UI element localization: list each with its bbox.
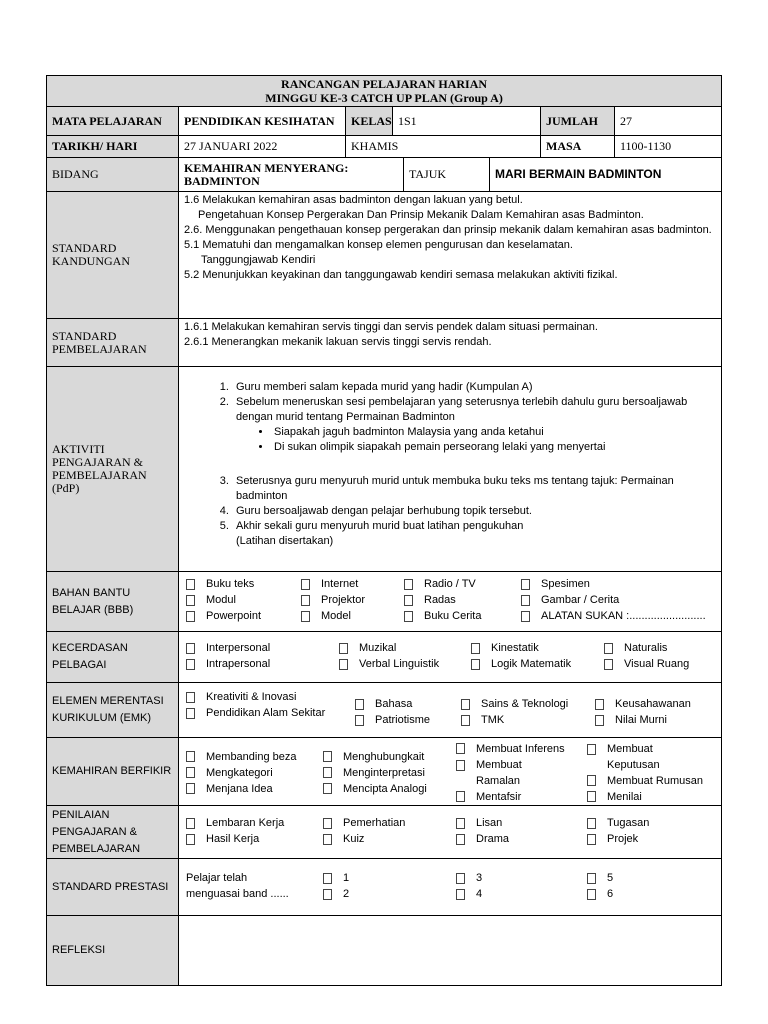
field-label: BIDANG xyxy=(47,158,179,192)
band-label: 4 xyxy=(476,888,483,900)
activity-step: 3. Seterusnya guru menyuruh murid untuk membuka buku teks ms tentang tajuk: Permainan badminton xyxy=(232,474,716,504)
checkbox-icon xyxy=(323,889,332,900)
assessment-option[interactable] xyxy=(456,815,509,831)
thinking-option[interactable] xyxy=(456,757,580,789)
emk-option-label: Sains & Teknologi xyxy=(481,698,569,710)
thinking-option[interactable] xyxy=(186,749,297,765)
assessment-option-label: Lembaran Kerja xyxy=(206,817,285,829)
bbb-option[interactable] xyxy=(404,608,481,624)
thinking-option[interactable] xyxy=(456,741,580,757)
checkbox-icon xyxy=(186,834,195,845)
class-label: KELAS xyxy=(346,107,393,136)
activity-step-text: Sebelum meneruskan sesi pembelajaran yang seterusnya terlebih dahulu guru bersoaljawab dengan murid tentang Permainan Badminton xyxy=(236,396,688,423)
intelligence-option[interactable] xyxy=(186,656,270,672)
content-standard-line: Tanggungjawab Kendiri xyxy=(201,254,316,266)
checkbox-icon xyxy=(186,692,195,703)
checkbox-icon xyxy=(461,715,470,726)
checkbox-icon xyxy=(186,708,195,719)
activity-step: 1. Guru memberi salam kepada murid yang hadir (Kumpulan A) xyxy=(232,380,716,395)
activity-row xyxy=(47,367,722,572)
bbb-option-label: Powerpoint xyxy=(206,610,262,622)
checkbox-icon xyxy=(323,818,332,829)
assessment-row xyxy=(47,806,722,859)
checkbox-icon xyxy=(471,659,480,670)
emk-option[interactable] xyxy=(186,705,325,721)
content-standard-line: 5.2 Menunjukkan keyakinan dan tanggungawab kendiri semasa melakukan aktiviti fizikal. xyxy=(184,269,618,281)
assessment-option[interactable] xyxy=(186,831,284,847)
emk-row xyxy=(47,683,722,738)
intelligence-option-label: Muzikal xyxy=(359,642,397,654)
reflection-field[interactable] xyxy=(179,916,722,986)
emk-option-label: Nilai Murni xyxy=(615,714,667,726)
checkbox-icon xyxy=(587,889,596,900)
intelligence-option[interactable] xyxy=(604,656,689,672)
header-row xyxy=(47,76,722,107)
topic-value: MARI BERMAIN BADMINTON xyxy=(490,158,722,192)
bbb-option-label: Buku teks xyxy=(206,578,255,590)
thinking-option-label: Menilai xyxy=(607,790,642,803)
date-label: TARIKH/ HARI xyxy=(47,136,179,158)
thinking-option-label: Membanding beza xyxy=(206,750,297,763)
assessment-option[interactable] xyxy=(456,831,509,847)
intelligence-option-label: Interpersonal xyxy=(206,642,271,654)
intelligence-option[interactable] xyxy=(186,640,270,656)
thinking-option-label: Mentafsir xyxy=(476,790,522,803)
thinking-option-label: Mengkategori xyxy=(206,766,273,779)
checkbox-icon xyxy=(587,791,596,802)
intelligence-row xyxy=(47,632,722,683)
activity-step xyxy=(232,395,716,455)
bbb-option[interactable] xyxy=(301,576,365,592)
bbb-option-label: Gambar / Cerita xyxy=(541,594,620,606)
band-option[interactable] xyxy=(323,870,349,886)
learning-standard-cell xyxy=(179,319,722,367)
band-option[interactable] xyxy=(456,886,482,902)
emk-option-label: Kreativiti & Inovasi xyxy=(206,691,297,703)
intelligence-option-label: Visual Ruang xyxy=(624,658,690,670)
thinking-option-label: Membuat Ramalan xyxy=(476,758,522,787)
checkbox-icon xyxy=(456,818,465,829)
intelligence-option[interactable] xyxy=(604,640,689,656)
thinking-row xyxy=(47,738,722,806)
thinking-option-label: Mencipta Analogi xyxy=(343,782,427,795)
bbb-option-label: Spesimen xyxy=(541,578,590,590)
checkbox-icon xyxy=(521,595,530,606)
assessment-option[interactable] xyxy=(587,831,649,847)
content-standard-line: 1.6 Melakukan kemahiran asas badminton dengan lakuan yang betul. xyxy=(184,194,523,206)
time-value: 1100-1130 xyxy=(615,136,722,158)
bbb-option-label: Projektor xyxy=(321,594,366,606)
thinking-option[interactable] xyxy=(186,781,297,797)
thinking-option-label: Membuat Rumusan xyxy=(607,774,703,787)
band-label: 3 xyxy=(476,872,483,884)
band-option[interactable] xyxy=(456,870,482,886)
checkbox-icon xyxy=(301,611,310,622)
band-option[interactable] xyxy=(587,870,613,886)
intelligence-option[interactable] xyxy=(339,640,439,656)
field-value: KEMAHIRAN MENYERANG: BADMINTON xyxy=(179,158,404,192)
bbb-option[interactable] xyxy=(521,576,706,592)
content-standard-line: 2.6. Menggunakan pengethauan konsep pergerakan dan prinsip mekanik dalam kemahiran asas badminton. xyxy=(184,224,712,236)
checkbox-icon xyxy=(521,611,530,622)
performance-cell xyxy=(179,859,722,916)
checkbox-icon xyxy=(604,659,613,670)
bbb-option-label: Modul xyxy=(206,594,236,606)
assessment-option-label: Lisan xyxy=(476,817,503,829)
checkbox-icon xyxy=(323,873,332,884)
activity-steps xyxy=(184,380,716,549)
assessment-option-label: Kuiz xyxy=(343,833,365,845)
checkbox-icon xyxy=(323,767,332,778)
thinking-option[interactable] xyxy=(323,781,427,797)
reflection-label: REFLEKSI xyxy=(47,916,179,986)
thinking-option[interactable] xyxy=(587,789,717,805)
emk-option[interactable] xyxy=(595,696,691,712)
bbb-option[interactable] xyxy=(521,592,706,608)
learning-standard-row xyxy=(47,319,722,367)
checkbox-icon xyxy=(404,611,413,622)
emk-label: ELEMEN MERENTASI KURIKULUM (EMK) xyxy=(47,683,179,738)
form-header xyxy=(47,76,722,107)
performance-label: STANDARD PRESTASI xyxy=(47,859,179,916)
band-option[interactable] xyxy=(323,886,349,902)
learning-standard-line: 1.6.1 Melakukan kemahiran servis tinggi dan servis pendek dalam situasi permainan. xyxy=(184,321,598,333)
intelligence-option[interactable] xyxy=(339,656,439,672)
checkbox-icon xyxy=(301,579,310,590)
lesson-plan-table xyxy=(46,75,722,986)
intelligence-option-label: Intrapersonal xyxy=(206,658,271,670)
bbb-label: BAHAN BANTU BELAJAR (BBB) xyxy=(47,572,179,632)
content-standard-row xyxy=(47,192,722,319)
band-option[interactable] xyxy=(587,886,613,902)
checkbox-icon xyxy=(595,699,604,710)
checkbox-icon xyxy=(355,715,364,726)
learning-standard-label: STANDARD PEMBELAJARAN xyxy=(47,319,179,367)
assessment-option[interactable] xyxy=(587,815,649,831)
assessment-option-label: Hasil Kerja xyxy=(206,833,260,845)
thinking-option-label: Membuat Keputusan xyxy=(607,742,660,771)
activity-step-text: Akhir sekali guru menyuruh murid buat latihan pengukuhan xyxy=(236,520,524,532)
activity-step: 4. Guru bersoaljawab dengan pelajar berhubung topik tersebut. xyxy=(232,504,716,519)
checkbox-icon xyxy=(323,783,332,794)
checkbox-icon xyxy=(323,751,332,762)
thinking-option-label: Menjana Idea xyxy=(206,782,273,795)
checkbox-icon xyxy=(339,659,348,670)
checkbox-icon xyxy=(456,791,465,802)
bbb-option-label: ALATAN SUKAN :......................... xyxy=(541,610,706,622)
band-label: 1 xyxy=(343,872,350,884)
content-standard-line: Pengetahuan Konsep Pergerakan Dan Prinsip Mekanik Dalam Kemahiran asas Badminton. xyxy=(198,209,644,221)
checkbox-icon xyxy=(604,643,613,654)
thinking-option-label: Menghubungkait xyxy=(343,750,425,763)
checkbox-icon xyxy=(587,873,596,884)
checkbox-icon xyxy=(461,699,470,710)
assessment-option[interactable] xyxy=(323,831,405,847)
performance-text: Pelajar telah xyxy=(186,872,248,884)
checkbox-icon xyxy=(521,579,530,590)
emk-option-label: Pendidikan Alam Sekitar xyxy=(206,707,326,719)
checkbox-icon xyxy=(595,715,604,726)
emk-option-label: Patriotisme xyxy=(375,714,431,726)
checkbox-icon xyxy=(186,783,195,794)
thinking-cell xyxy=(179,738,722,806)
time-label: MASA xyxy=(541,136,615,158)
checkbox-icon xyxy=(186,659,195,670)
intelligence-option-label: Verbal Linguistik xyxy=(359,658,440,670)
subject-value: PENDIDIKAN KESIHATAN xyxy=(179,107,346,136)
checkbox-icon xyxy=(355,699,364,710)
checkbox-icon xyxy=(404,579,413,590)
checkbox-icon xyxy=(587,834,596,845)
checkbox-icon xyxy=(323,834,332,845)
emk-option[interactable] xyxy=(355,696,430,712)
field-row xyxy=(47,158,722,192)
checkbox-icon xyxy=(456,743,465,754)
assessment-label: PENILAIAN PENGAJARAN & PEMBELAJARAN xyxy=(47,806,179,859)
intelligence-label: KECERDASAN PELBAGAI xyxy=(47,632,179,683)
thinking-option[interactable] xyxy=(323,765,427,781)
emk-option-label: TMK xyxy=(481,714,505,726)
thinking-option[interactable] xyxy=(323,749,427,765)
checkbox-icon xyxy=(186,579,195,590)
checkbox-icon xyxy=(471,643,480,654)
content-standard-line: 5.1 Mematuhi dan mengamalkan konsep elemen pengurusan dan keselamatan. xyxy=(184,239,573,251)
emk-option[interactable] xyxy=(355,712,430,728)
assessment-option[interactable] xyxy=(186,815,284,831)
assessment-option-label: Tugasan xyxy=(607,817,650,829)
activity-label: AKTIVITI PENGAJARAN & PEMBELAJARAN (PdP) xyxy=(47,367,179,572)
total-label: JUMLAH xyxy=(541,107,615,136)
thinking-option[interactable] xyxy=(186,765,297,781)
topic-label: TAJUK xyxy=(404,158,490,192)
emk-option[interactable] xyxy=(461,712,568,728)
subject-label: MATA PELAJARAN xyxy=(47,107,179,136)
bbb-cell xyxy=(179,572,722,632)
assessment-cell xyxy=(179,806,722,859)
activity-cell xyxy=(179,367,722,572)
emk-option[interactable] xyxy=(186,689,325,705)
bbb-option[interactable] xyxy=(186,576,261,592)
activity-step-note: (Latihan disertakan) xyxy=(236,535,334,547)
checkbox-icon xyxy=(186,595,195,606)
thinking-option[interactable] xyxy=(587,773,717,789)
checkbox-icon xyxy=(186,818,195,829)
checkbox-icon xyxy=(186,751,195,762)
emk-option[interactable] xyxy=(461,696,568,712)
checkbox-icon xyxy=(186,767,195,778)
bbb-option-label: Model xyxy=(321,610,351,622)
band-label: 5 xyxy=(607,872,614,884)
bbb-option[interactable] xyxy=(301,608,365,624)
checkbox-icon xyxy=(456,873,465,884)
bbb-option[interactable] xyxy=(186,592,261,608)
checkbox-icon xyxy=(339,643,348,654)
thinking-option-label: Menginterpretasi xyxy=(343,766,425,779)
subject-row xyxy=(47,107,722,136)
intelligence-option-label: Naturalis xyxy=(624,642,668,654)
form-title: RANCANGAN PELAJARAN HARIAN xyxy=(281,77,488,91)
intelligence-option[interactable] xyxy=(471,640,571,656)
bbb-option[interactable] xyxy=(186,608,261,624)
content-standard-cell xyxy=(179,192,722,319)
bbb-option[interactable] xyxy=(404,576,481,592)
checkbox-icon xyxy=(587,744,596,755)
date-value: 27 JANUARI 2022 xyxy=(179,136,346,158)
checkbox-icon xyxy=(456,889,465,900)
bbb-option-label: Internet xyxy=(321,578,359,590)
checkbox-icon xyxy=(186,611,195,622)
activity-bullets xyxy=(236,425,716,455)
reflection-row xyxy=(47,916,722,986)
thinking-label: KEMAHIRAN BERFIKIR xyxy=(47,738,179,806)
performance-text: menguasai band ...... xyxy=(186,888,289,900)
thinking-option[interactable] xyxy=(587,741,717,773)
checkbox-icon xyxy=(456,834,465,845)
activity-bullet: • Di sukan olimpik siapakah pemain perseorang lelaki yang menyertai xyxy=(272,440,716,455)
assessment-option[interactable] xyxy=(323,815,405,831)
performance-row xyxy=(47,859,722,916)
bbb-option[interactable] xyxy=(404,592,481,608)
checkbox-icon xyxy=(301,595,310,606)
checkbox-icon xyxy=(186,643,195,654)
form-subtitle: MINGGU KE-3 CATCH UP PLAN (Group A) xyxy=(265,91,503,105)
emk-option-label: Keusahawanan xyxy=(615,698,691,710)
content-standard-label: STANDARD KANDUNGAN xyxy=(47,192,179,319)
total-value: 27 xyxy=(615,107,722,136)
emk-cell xyxy=(179,683,722,738)
intelligence-option-label: Kinestatik xyxy=(491,642,539,654)
activity-step xyxy=(232,519,716,549)
thinking-option-label: Membuat Inferens xyxy=(476,742,565,755)
intelligence-cell xyxy=(179,632,722,683)
bbb-option-label: Buku Cerita xyxy=(424,610,482,622)
assessment-option-label: Pemerhatian xyxy=(343,817,406,829)
checkbox-icon xyxy=(456,760,465,771)
class-value: 1S1 xyxy=(393,107,541,136)
bbb-option-label: Radio / TV xyxy=(424,578,476,590)
emk-option-label: Bahasa xyxy=(375,698,413,710)
assessment-option-label: Drama xyxy=(476,833,510,845)
activity-bullet: • Siapakah jaguh badminton Malaysia yang anda ketahui xyxy=(272,425,716,440)
day-value: KHAMIS xyxy=(346,136,541,158)
checkbox-icon xyxy=(587,775,596,786)
bbb-option[interactable] xyxy=(301,592,365,608)
thinking-option[interactable] xyxy=(456,789,580,805)
bbb-row xyxy=(47,572,722,632)
assessment-option-label: Projek xyxy=(607,833,639,845)
checkbox-icon xyxy=(587,818,596,829)
intelligence-option[interactable] xyxy=(471,656,571,672)
checkbox-icon xyxy=(404,595,413,606)
band-label: 6 xyxy=(607,888,614,900)
band-label: 2 xyxy=(343,888,350,900)
bbb-option[interactable] xyxy=(521,608,706,624)
lesson-plan-sheet xyxy=(46,75,721,986)
bbb-option-label: Radas xyxy=(424,594,456,606)
date-row xyxy=(47,136,722,158)
intelligence-option-label: Logik Matematik xyxy=(491,658,572,670)
emk-option[interactable] xyxy=(595,712,691,728)
learning-standard-line: 2.6.1 Menerangkan mekanik lakuan servis tinggi servis rendah. xyxy=(184,336,492,348)
